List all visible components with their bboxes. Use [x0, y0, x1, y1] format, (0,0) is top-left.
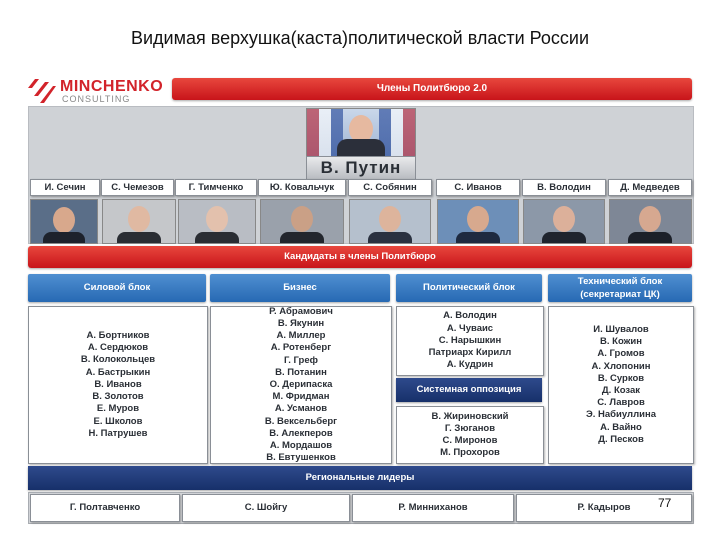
list-item: В. Иванов [94, 378, 142, 390]
list-item: В. Колокольцев [80, 354, 156, 366]
member-photo [349, 199, 431, 244]
member-photo [609, 199, 692, 244]
list-item: А. Хлопонин [591, 360, 651, 372]
regional-leader: Р. Кадыров [516, 494, 692, 522]
political-block-header: Политический блок [396, 274, 542, 302]
list-item: А. Бортников [86, 330, 150, 342]
list-item: А. Громов [597, 348, 645, 360]
list-item: А. Кудрин [446, 359, 494, 371]
list-item: В. Евтушенков [266, 452, 336, 464]
list-item: А. Володин [443, 310, 497, 322]
list-item: А. Сердюков [87, 342, 149, 354]
list-item: Патриарх Кирилл [428, 347, 512, 359]
politburo-header: Члены Политбюро 2.0 [172, 78, 692, 100]
list-item: С. Миронов [442, 435, 498, 446]
technical-block-title: Технический блок [577, 276, 663, 287]
list-item: В. Жириновский [431, 410, 509, 422]
list-item: А. Бастрыкин [85, 366, 151, 378]
technical-block-subtitle: (секретариат ЦК) [580, 289, 660, 300]
member-name: Д. Медведев [608, 179, 692, 196]
list-item: М. Прохоров [440, 447, 500, 459]
list-item: И. Шувалов [593, 323, 649, 335]
minchenko-logo [26, 76, 172, 106]
list-item: Г. Зюганов [444, 422, 496, 434]
list-item: Э. Набиуллина [586, 409, 656, 421]
slide-title: Видимая верхушка(каста)политической власти России [130, 28, 590, 48]
list-item: А. Мордашов [269, 439, 333, 451]
logo-stripes-icon [26, 76, 56, 106]
list-item: Г. Греф [284, 354, 318, 366]
member-name: С. Собянин [348, 179, 432, 196]
member-name: В. Володин [522, 179, 606, 196]
member-photo [30, 199, 98, 244]
list-item: Е. Школов [93, 415, 143, 427]
member-name: С. Иванов [436, 179, 520, 196]
technical-list [548, 306, 694, 464]
regional-leader: Г. Полтавченко [30, 494, 180, 522]
list-item: В. Алекперов [269, 427, 333, 439]
member-photo [260, 199, 344, 244]
list-item: А. Чуваис [446, 322, 494, 334]
security-list [28, 306, 208, 464]
candidates-header: Кандидаты в члены Политбюро [28, 246, 692, 268]
regional-leader: Р. Минниханов [352, 494, 514, 522]
list-item: Р. Абрамович [269, 305, 333, 317]
member-name: И. Сечин [30, 179, 100, 196]
list-item: С. Лавров [597, 397, 645, 409]
list-item: А. Ротенберг [270, 342, 332, 354]
business-list [210, 306, 392, 464]
list-item: С. Нарышкин [438, 334, 502, 346]
list-item: Е. Муров [96, 403, 140, 415]
logo-subtitle: CONSULTING [62, 94, 131, 104]
regional-leader: С. Шойгу [182, 494, 350, 522]
member-name: Ю. Ковальчук [258, 179, 346, 196]
list-item: Д. Песков [598, 433, 644, 445]
list-item: А. Миллер [276, 330, 326, 342]
business-block-header: Бизнес [210, 274, 390, 302]
member-photo [437, 199, 519, 244]
member-name: Г. Тимченко [175, 179, 257, 196]
list-item: А. Усманов [274, 403, 328, 415]
list-item: В. Кожин [600, 336, 642, 348]
regional-header: Региональные лидеры [28, 466, 692, 490]
member-photo [178, 199, 256, 244]
list-item: О. Дерипаска [269, 378, 333, 390]
security-block-header: Силовой блок [28, 274, 206, 302]
list-item: В. Сурков [597, 372, 645, 384]
member-photo [102, 199, 176, 244]
member-photo [523, 199, 605, 244]
opposition-list [396, 406, 544, 464]
logo-name: MINCHENKO [60, 78, 164, 95]
list-item: Н. Патрушев [88, 427, 148, 439]
leader-name: В. Путин [306, 156, 416, 180]
list-item: Д. Козак [601, 385, 641, 396]
list-item: В. Золотов [92, 391, 144, 403]
leader-photo [306, 108, 416, 158]
list-item: В. Якунин [277, 317, 325, 329]
page-number: 77 [658, 496, 672, 510]
technical-block-header [548, 274, 692, 302]
opposition-header: Системная оппозиция [396, 378, 542, 402]
list-item: А. Вайно [600, 421, 642, 433]
political-list [396, 306, 544, 376]
list-item: В. Вексельберг [264, 415, 338, 427]
list-item: М. Фридман [272, 391, 330, 403]
member-name: С. Чемезов [101, 179, 174, 196]
list-item: В. Потанин [275, 366, 327, 378]
